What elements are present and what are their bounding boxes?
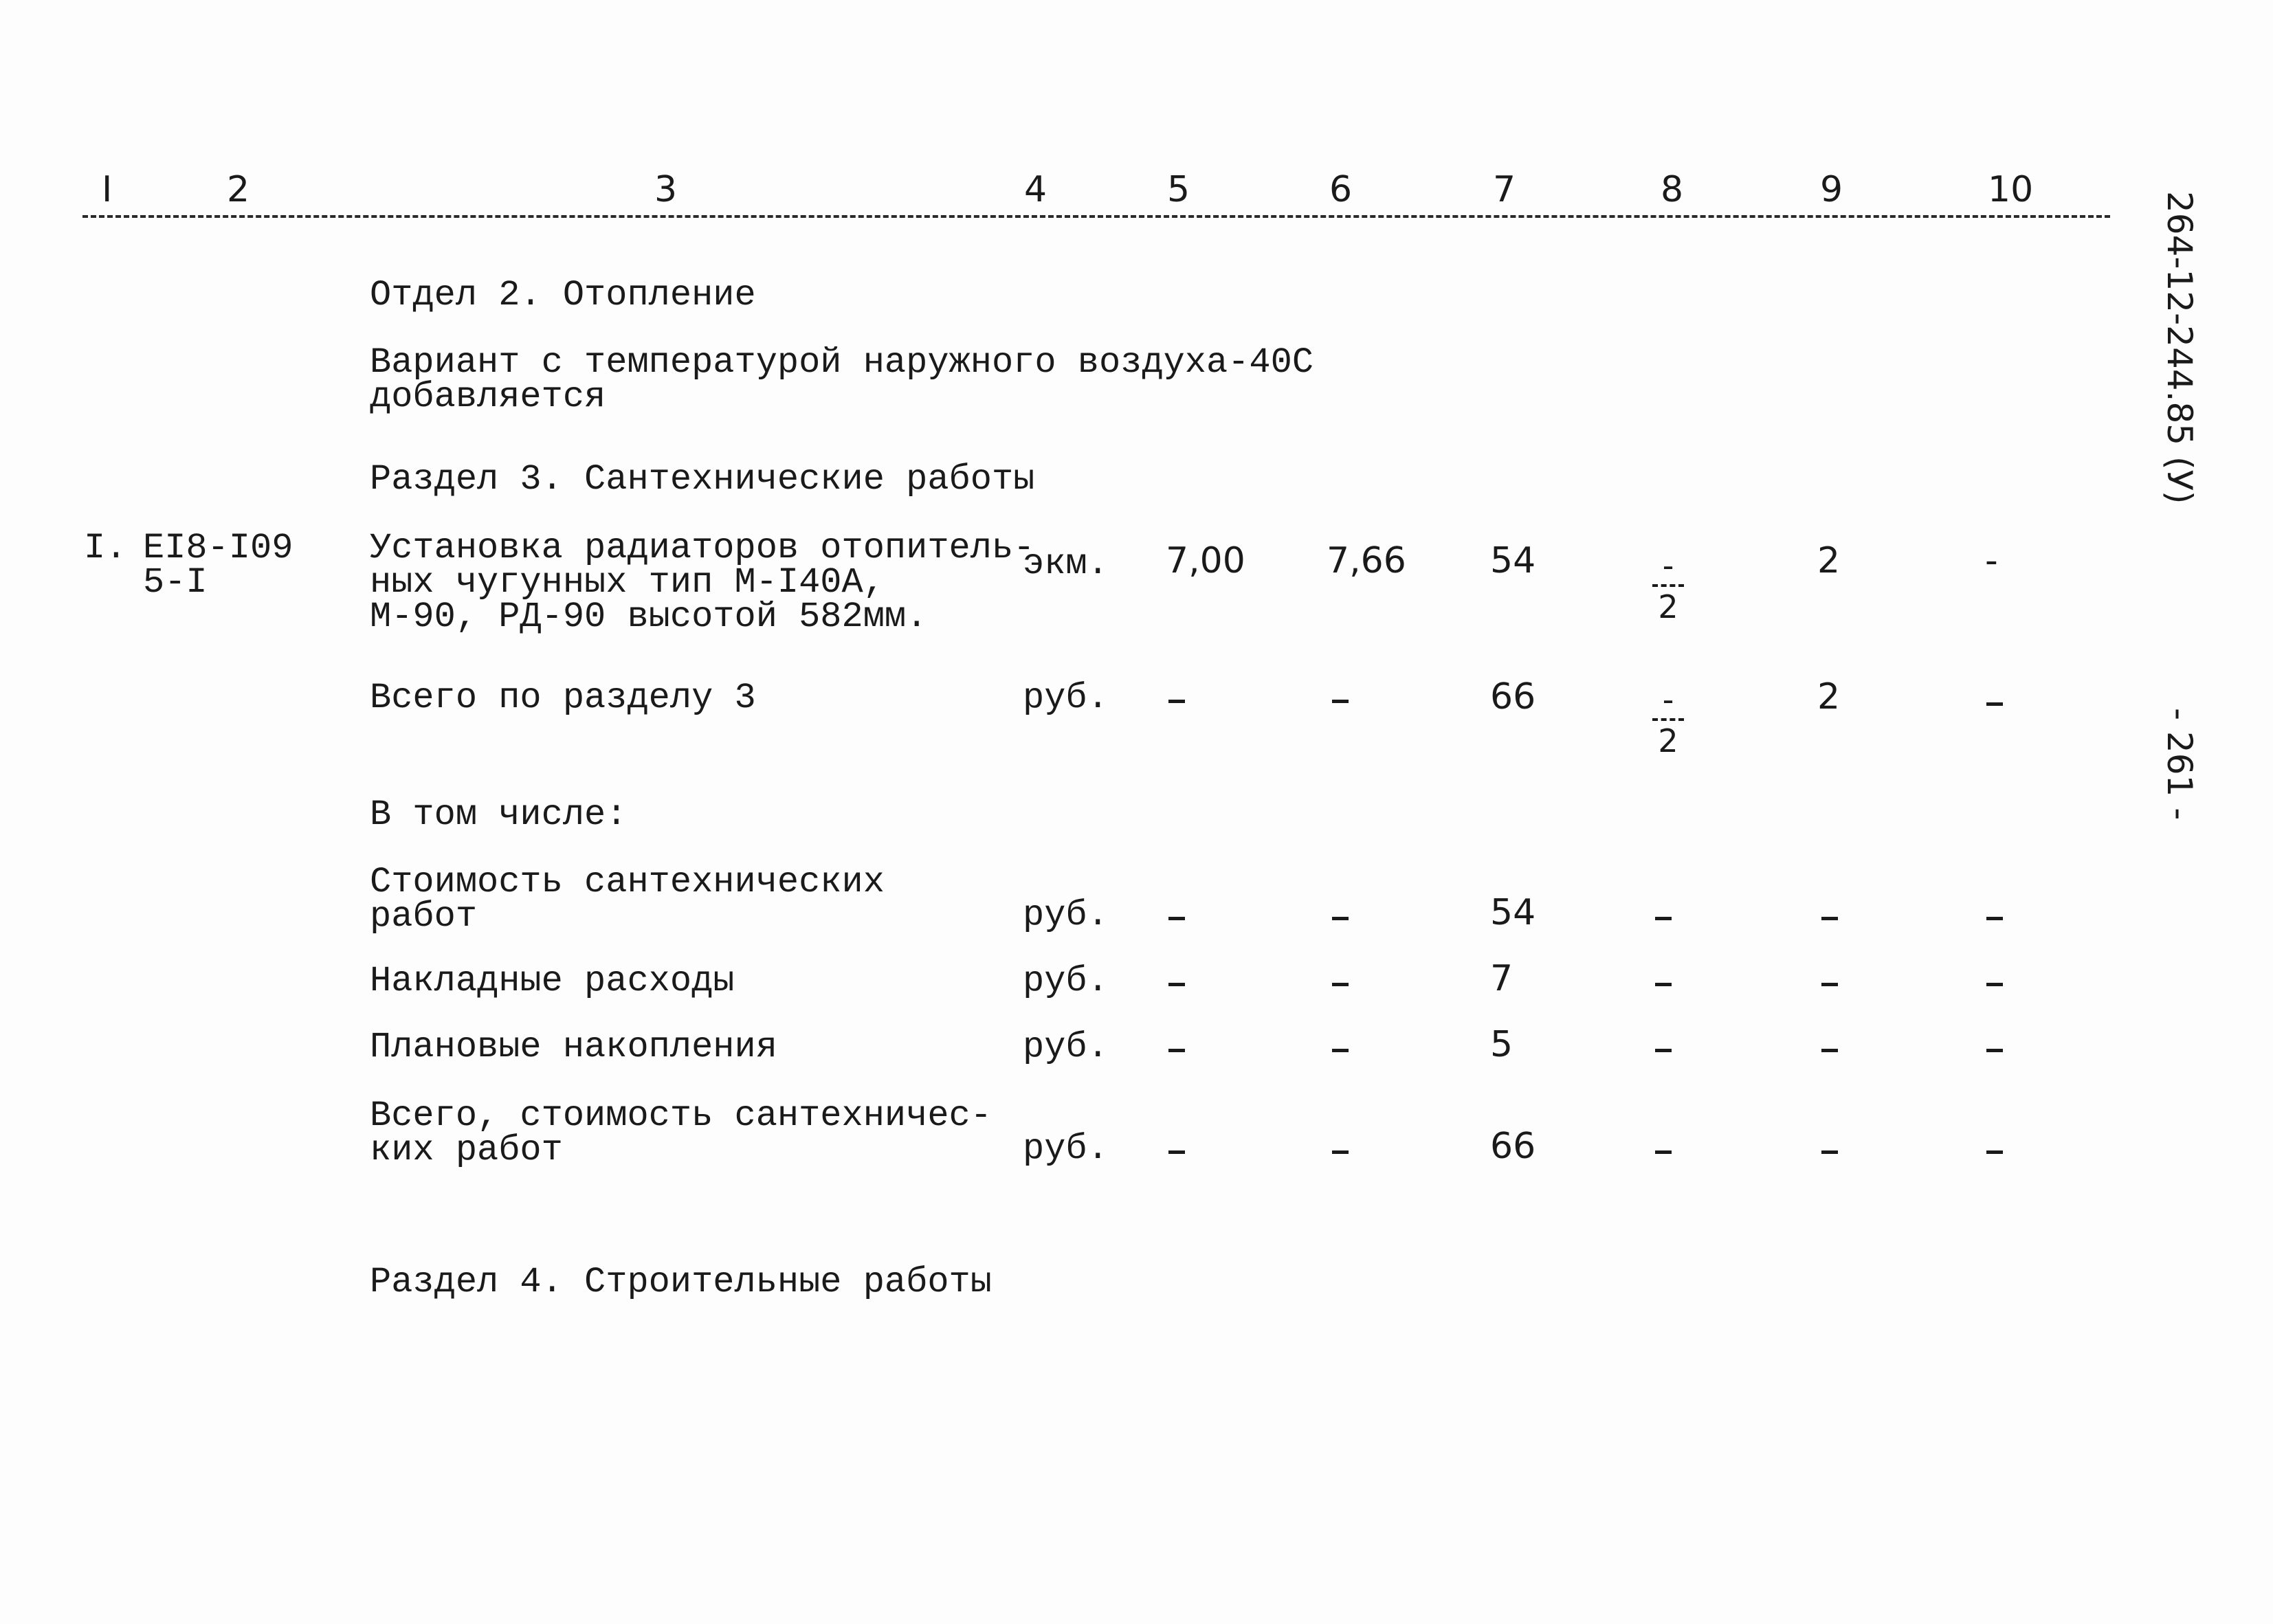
dash-mark [1332,983,1349,986]
col-header-3: 3 [654,169,678,210]
dash-mark [1168,1150,1185,1154]
dash-mark [1332,1150,1349,1154]
total-razdel-3-col-7: 66 [1490,676,1536,718]
col-header-5: 5 [1167,169,1190,210]
dash-mark [1332,700,1349,703]
variant-line-1: Вариант с температурой наружного воздуха-40С [370,342,1314,383]
dash-mark [1986,1150,2003,1154]
item-col-10: - [1985,540,1998,581]
row-total-cost-unit: руб. [1023,1128,1109,1169]
dash-mark [1821,983,1838,986]
dash-mark [1168,1049,1185,1052]
col-header-7: 7 [1493,169,1516,210]
dash-mark [1332,917,1349,920]
row-total-cost-label-line-2: ких работ [370,1130,563,1170]
dash-mark [1821,1049,1838,1052]
row-cost-col-7: 54 [1490,892,1536,933]
dash-mark [1986,1049,2003,1052]
header-underline [82,215,2110,218]
fraction-bar [1652,718,1684,721]
item-col-8-fraction [1651,547,1685,625]
section-heading-razdel-4: Раздел 4. Строительные работы [370,1262,992,1302]
item-col-8-top: - [1662,547,1674,584]
item-code-line-1: ЕI8-I09 [143,528,293,568]
col-header-8: 8 [1661,169,1684,210]
dash-mark [1168,917,1185,920]
dash-mark [1655,1049,1672,1052]
row-cost-label-line-1: Стоимость сантехнических [370,862,885,902]
total-razdel-3-label: Всего по разделу 3 [370,678,756,718]
item-col-7: 54 [1490,540,1536,581]
dash-mark [1986,702,2003,706]
dash-mark [1168,700,1185,703]
row-overhead-unit: руб. [1023,961,1109,1001]
dash-mark [1168,983,1185,986]
col-header-9: 9 [1820,169,1843,210]
item-unit: экм. [1023,544,1109,584]
total-col-8-top: - [1662,681,1674,718]
dash-mark [1986,983,2003,986]
item-description-line-3: М-90, РД-90 высотой 582мм. [370,597,928,637]
col-header-2: 2 [227,169,250,210]
col-header-1: I [102,169,113,210]
dash-mark [1986,917,2003,920]
dash-mark [1655,983,1672,986]
item-code-line-2: 5-I [143,562,208,603]
row-overhead-label: Накладные расходы [370,961,735,1001]
item-col-6: 7,66 [1327,540,1406,581]
section-heading-razdel-3: Раздел 3. Сантехнические работы [370,459,1035,500]
breakdown-heading: В том числе: [370,794,628,835]
dash-mark [1655,1150,1672,1154]
variant-line-2: добавляется [370,377,606,417]
item-number: I. [84,528,127,568]
section-heading-otoplenie: Отдел 2. Отопление [370,275,756,315]
total-razdel-3-col-8-fraction [1651,681,1685,759]
row-cost-label-line-2: работ [370,896,478,937]
page-number: - 261 - [2160,708,2199,821]
row-planned-savings-col-7: 5 [1490,1024,1514,1065]
item-description-line-2: ных чугунных тип М-I40А, [370,562,885,603]
fraction-bar [1652,584,1684,587]
item-col-8-bottom: 2 [1658,588,1678,625]
row-cost-unit: руб. [1023,895,1109,935]
col-header-10: 10 [1988,169,2034,210]
row-overhead-col-7: 7 [1490,958,1514,999]
dash-mark [1655,917,1672,920]
dash-mark [1332,1049,1349,1052]
row-planned-savings-unit: руб. [1023,1027,1109,1067]
item-col-5: 7,00 [1166,540,1245,581]
row-total-cost-label-line-1: Всего, стоимость сантехничес- [370,1095,992,1136]
total-col-8-bottom: 2 [1658,722,1678,759]
total-razdel-3-col-9: 2 [1817,676,1841,718]
document-code: 264-12-244.85 (У) [2160,191,2199,504]
col-header-4: 4 [1024,169,1047,210]
total-razdel-3-unit: руб. [1023,678,1109,718]
item-description-line-1: Установка радиаторов отопитель- [370,528,1035,568]
row-planned-savings-label: Плановые накопления [370,1027,777,1067]
item-col-9: 2 [1817,540,1841,581]
row-total-cost-col-7: 66 [1490,1126,1536,1167]
dash-mark [1821,1150,1838,1154]
col-header-6: 6 [1329,169,1353,210]
dash-mark [1821,917,1838,920]
